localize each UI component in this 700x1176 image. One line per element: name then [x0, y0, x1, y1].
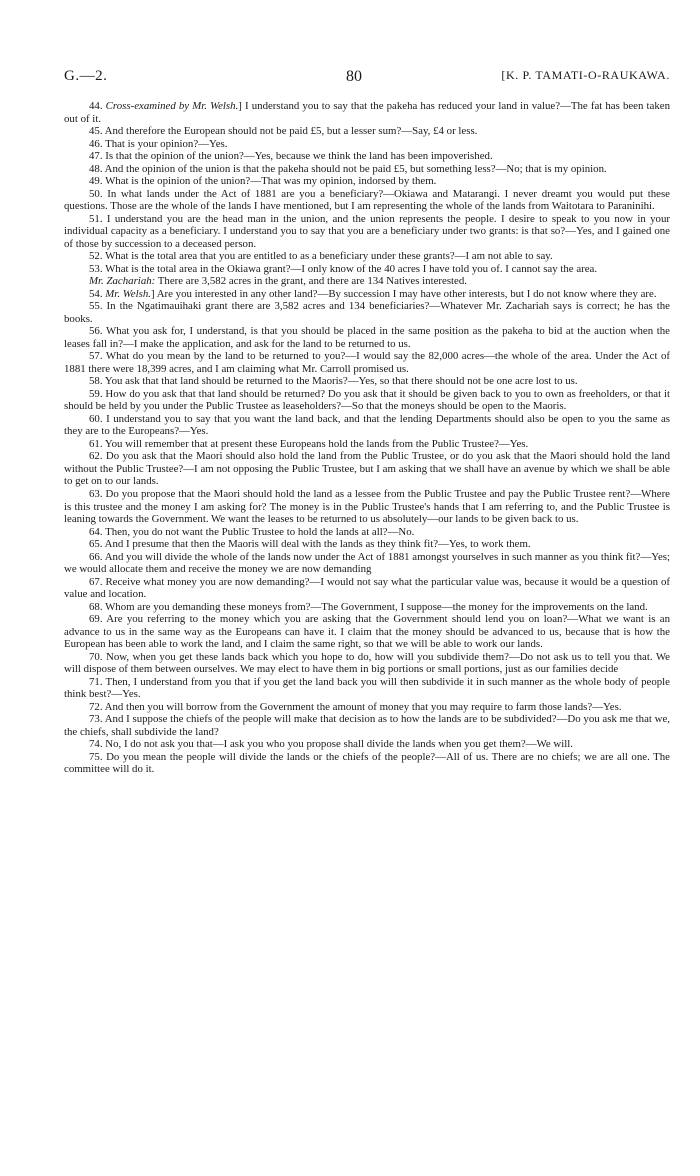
- page-header: [64, 68, 670, 90]
- paragraph-text: 52. What is the total area that you are entitled to as a beneficiary under these grants?—I am not able to say.: [89, 250, 553, 263]
- testimony-paragraph: [64, 738, 670, 751]
- paragraph-text: 61. You will remember that at present these Europeans hold the lands from the Public Trustee?—Yes.: [89, 437, 529, 450]
- paragraph-text: 58. You ask that that land should be returned to the Maoris?—Yes, so that there should not be one acre lost to us.: [89, 375, 578, 388]
- witness-name: [K. P. TAMATI-O-RAUKAWA.: [501, 68, 670, 82]
- testimony-paragraph: [64, 551, 670, 576]
- testimony-paragraph: [64, 163, 670, 176]
- paragraph-text: 63. Do you propose that the Maori should hold the land as a lessee from the Public Trustee and pay the Public Trustee rent?—Where is this trustee and the money I am asking for? The money is in the Public Trustee's hands that I am referring to, and the Public Trustee is leaning towards the Government. We want the leases to be returned to us absolutely—our lands to be given back to us.: [64, 487, 670, 526]
- paragraph-text: 71. Then, I understand from you that if you get the land back you will then subdivide it in such manner as the whole body of people think best?—Yes.: [64, 675, 670, 701]
- paragraph-text: 69. Are you referring to the money which you are asking that the Government should lend you on loan?—What we want is an advance to us in the same way as the Europeans can have it. I claim that the money should be advanced to us, because that is how the European has been able to work the land, and I claim the same right, so that we will be able to work our lands.: [64, 613, 670, 651]
- paragraph-text: 57. What do you mean by the land to be returned to you?—I would say the 82,000 acres—the whole of the area. Under the Act of 1881 there were 18,399 acres, and I am claiming what Mr. Carroll promised us.: [64, 350, 670, 375]
- testimony-paragraph: [64, 701, 670, 714]
- paragraph-text: 67. Receive what money you are now demanding?—I would not say what the particular value was, because it would be a question of value and location.: [64, 575, 670, 601]
- paragraph-text: 64. Then, you do not want the Public Trustee to hold the lands at all?—No.: [89, 525, 415, 538]
- testimony-paragraph: [64, 188, 670, 213]
- paragraph-text: 60. I understand you to say that you want the land back, and that the lending Departments should also be open to you the same as they are to the Europeans?—Yes.: [64, 412, 670, 438]
- testimony-paragraph: [64, 413, 670, 438]
- testimony-paragraph: [64, 300, 670, 325]
- testimony-paragraph: [64, 713, 670, 738]
- testimony-paragraph: [64, 175, 670, 188]
- paragraph-italic: Mr. Welsh.: [105, 287, 151, 300]
- testimony-body: [64, 100, 670, 776]
- testimony-paragraph: [64, 275, 670, 288]
- paragraph-lead: 54.: [89, 287, 106, 300]
- testimony-paragraph: [64, 263, 670, 276]
- paragraph-text: 75. Do you mean the people will divide the lands or the chiefs of the people?—All of us. There are no chiefs; we are all one. The committee will do it.: [64, 750, 670, 776]
- testimony-paragraph: [64, 375, 670, 388]
- testimony-paragraph: [64, 450, 670, 488]
- testimony-paragraph: [64, 488, 670, 526]
- paragraph-text: 72. And then you will borrow from the Government the amount of money that you may require to farm those lands?—Yes.: [89, 700, 622, 713]
- paragraph-text: 53. What is the total area in the Okiawa grant?—I only know of the 40 acres I have told you of. I cannot say the area.: [89, 262, 598, 275]
- testimony-paragraph: [64, 100, 670, 125]
- paragraph-text: ] Are you interested in any other land?—By succession I may have other interests, but I do not know where they are.: [150, 287, 657, 300]
- testimony-paragraph: [64, 138, 670, 151]
- paragraph-text: 74. No, I do not ask you that—I ask you who you propose shall divide the lands when you get them?—We will.: [89, 738, 574, 751]
- testimony-paragraph: [64, 526, 670, 539]
- testimony-paragraph: [64, 213, 670, 251]
- paragraph-text: 50. In what lands under the Act of 1881 are you a beneficiary?—Okiawa and Matarangi. I never dreamt you would put these questions. Those are the whole of the lands I have mentioned, but I am representing the whole of the lands from Waitotara to Paraninihi.: [64, 187, 670, 213]
- paragraph-text: 70. Now, when you get these lands back which you hope to do, how will you subdivide them?—Do not ask us to tell you that. We will dispose of them between ourselves. We may elect to have them in big portions or small portions, just as our families decide: [64, 650, 670, 676]
- paragraph-lead: 44.: [89, 100, 106, 112]
- paragraph-text: 45. And therefore the European should not be paid £5, but a lesser sum?—Say, £4 or less.: [89, 125, 478, 138]
- testimony-paragraph: [64, 350, 670, 375]
- testimony-paragraph: [64, 288, 670, 301]
- document-reference: G.—2.: [64, 68, 108, 84]
- paragraph-text: 59. How do you ask that that land should be returned? Do you ask that it should be given back to you to own as freeholders, or that it should be held by you under the Public Trustee as leaseholders?—So that the moneys should be open to the Maoris.: [64, 387, 670, 413]
- testimony-paragraph: [64, 438, 670, 451]
- testimony-paragraph: [64, 325, 670, 350]
- paragraph-text: 47. Is that the opinion of the union?—Yes, because we think the land has been impoverished.: [89, 150, 493, 163]
- paragraph-text: 62. Do you ask that the Maori should also hold the land from the Public Trustee, or do you ask that the Maori should hold the land without the Public Trustee?—I am not opposing the Public Trustee, but I am asking that we shall have an avenue by which we shall be able to get on to our lands.: [64, 450, 670, 488]
- paragraph-text: 51. I understand you are the head man in the union, and the union represents the people. I desire to speak to you now in your individual capacity as a beneficiary. I understand you to say that you are a beneficiary under two grants: is that so?—Yes, and I gained one of those by succession to a deceased person.: [64, 212, 670, 250]
- testimony-paragraph: [64, 250, 670, 263]
- paragraph-text: 66. And you will divide the whole of the lands now under the Act of 1881 amongst yourselves in such manner as you think fit?—Yes; we would allocate them and receive the money we are now demanding: [64, 550, 670, 576]
- paragraph-italic: Mr. Zachariah:: [89, 275, 156, 288]
- paragraph-text: 55. In the Ngatimauihaki grant there are 3,582 acres and 134 beneficiaries?—Whatever Mr. Zachariah says is correct; he has the books.: [64, 300, 670, 325]
- paragraph-text: ] I understand you to say that the pakeha has reduced your land in value?—The fat has been taken out of it.: [64, 100, 670, 125]
- testimony-paragraph: [64, 751, 670, 776]
- testimony-paragraph: [64, 125, 670, 138]
- testimony-paragraph: [64, 388, 670, 413]
- testimony-paragraph: [64, 676, 670, 701]
- paragraph-text: 46. That is your opinion?—Yes.: [89, 137, 228, 150]
- testimony-paragraph: [64, 538, 670, 551]
- paragraph-text: 56. What you ask for, I understand, is that you should be placed in the same position as the pakeha to bid at the auction when the leases fall in?—I make the application, and ask for the land to be returned to us.: [64, 325, 670, 350]
- paragraph-text: There are 3,582 acres in the grant, and there are 134 Natives interested.: [155, 275, 468, 288]
- paragraph-text: 49. What is the opinion of the union?—That was my opinion, indorsed by them.: [89, 175, 437, 188]
- page-number: 80: [346, 68, 362, 85]
- testimony-paragraph: [64, 651, 670, 676]
- paragraph-text: 73. And I suppose the chiefs of the people will make that decision as to how the lands are to be subdivided?—Do you ask me that we, the chiefs, shall subdivide the land?: [64, 713, 670, 738]
- paragraph-italic: Cross-examined by Mr. Welsh.: [105, 100, 239, 112]
- paragraph-text: 65. And I presume that then the Maoris will deal with the lands as they think fit?—Yes, to work them.: [89, 538, 531, 551]
- testimony-paragraph: [64, 601, 670, 614]
- paragraph-text: 68. Whom are you demanding these moneys from?—The Government, I suppose—the money for the improvements on the land.: [89, 600, 648, 613]
- testimony-paragraph: [64, 613, 670, 651]
- testimony-paragraph: [64, 576, 670, 601]
- paragraph-text: 48. And the opinion of the union is that the pakeha should not be paid £5, but something less?—No; that is my opinion.: [89, 162, 607, 175]
- testimony-paragraph: [64, 150, 670, 163]
